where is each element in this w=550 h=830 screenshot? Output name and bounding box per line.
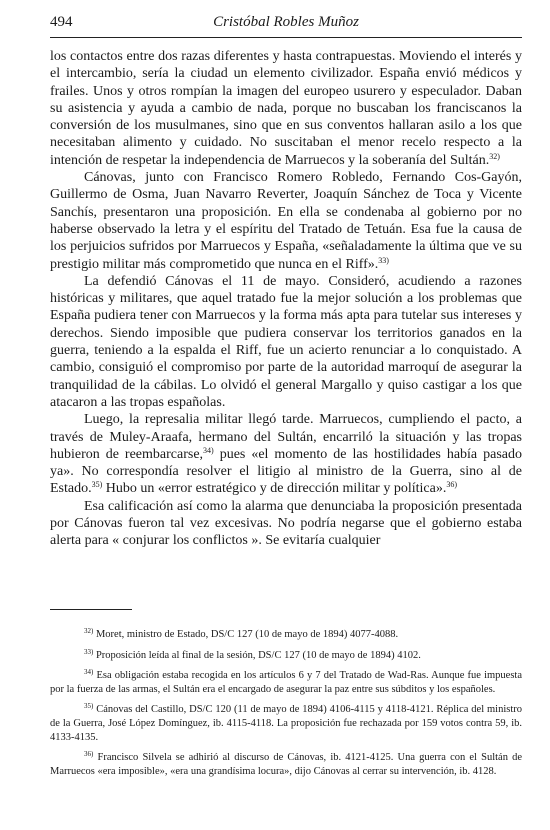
- note-ref-36: 36): [446, 480, 458, 490]
- footnote-35: [50, 703, 522, 744]
- paragraph-1: [50, 48, 522, 169]
- paragraph-4: [50, 411, 522, 497]
- note-ref-34: 34): [203, 445, 214, 455]
- paragraph-5: [50, 498, 522, 550]
- footnote-text: Moret, ministro de Estado, DS/C 127 (10 de mayo de 1894) 4077-4088.: [93, 629, 399, 640]
- footnote-36: [50, 751, 522, 778]
- note-ref-32: 32): [489, 151, 500, 161]
- note-ref-33: 33): [378, 255, 389, 265]
- footnote-text: Esa obligación estaba recogida en los artículos 6 y 7 del Tratado de Wad-Ras. Aunque fue impuesta por la fuerza de las armas, el Sultán era el encargado de asegurar la paz entre sus súbditos y los españoles.: [50, 670, 522, 695]
- running-head: Cristóbal Robles Muñoz: [213, 14, 359, 30]
- note-ref-35: 35): [91, 480, 103, 490]
- footnote-mark: 34): [84, 668, 94, 677]
- footnote-text: Cánovas del Castillo, DS/C 120 (11 de mayo de 1894) 4106-4115 y 4118-4121. Réplica del ministro de la Guerra, José López Domínguez, ib. 4115-4118. La proposición fue rechazada por 159 votos contra 59, ib. 4133-4135.: [50, 704, 522, 743]
- header-rule: [50, 37, 522, 38]
- footnotes: [50, 628, 522, 785]
- paragraph-1-text: los contactos entre dos razas diferentes y hasta contrapuestas. Moviendo el interés y el intercambio, sería la ciudad un elemento civilizador. España envió médicos y frailes. Unos y otros rompían la imagen del europeo usurero y especulador. Daban su asistencia y ayuda a cambio de nada, porque no buscaban los franciscanos la conversión de los musulmanes, sino que en sus conventos hallaran asilo a los que necesitaban alimento y cuidado. No suscitaban el menor recelo respecto a la intención de respetar la independencia de Marruecos y la soberanía del Sultán.: [50, 49, 522, 168]
- paragraph-2-text: Cánovas, junto con Francisco Romero Robledo, Fernando Cos-Gayón, Guillermo de Osma, Juan Navarro Reverter, Joaquín Sánchez de Toca y Vicente Sanchís, presentaron una proposición. En ella se condenaba al gobierno por no haberse observado la letra y el espíritu del Tratado de Tetuán. Esa fue la causa de los perjuicios sufridos por Marruecos y España, «señaladamente la última que ve su prestigio militar más comprometido que nunca en el Riff».: [50, 170, 522, 272]
- paragraph-3: [50, 273, 522, 411]
- body-text: [50, 48, 522, 550]
- footnote-mark: 36): [84, 750, 94, 759]
- paragraph-4-text-b: pues «el momento de las hostilidades había pasado ya». No correspondía resolver el litigio al ministro de la Guerra, sino al de Estado.: [50, 446, 522, 497]
- paragraph-4-text-c: Hubo un «error estratégico y de dirección militar y política».: [102, 481, 447, 497]
- paragraph-4-text-a: Luego, la represalia militar llegó tarde. Marruecos, cumpliendo el pacto, a través de Muley-Araafa, hermano del Sultán, encarriló la situación y las tropas hubieron de reembarcarse,: [50, 412, 522, 462]
- footnote-mark: 35): [84, 702, 94, 711]
- paragraph-2: [50, 169, 522, 273]
- footnote-33: [50, 649, 522, 663]
- paragraph-5-text: Esa calificación así como la alarma que denunciaba la proposición presentada por Cánovas fueron tal vez excesivas. No podría negarse que el gobierno estaba alerta para « conjurar los conflictos ». Se evitaría cualquier: [50, 498, 522, 549]
- footnote-mark: 33): [84, 647, 94, 656]
- footnote-32: [50, 628, 522, 642]
- footnote-rule: [50, 609, 132, 610]
- footnote-text: Francisco Silvela se adhirió al discurso de Cánovas, ib. 4121-4125. Una guerra con el Sultán de Marruecos «era imposible», «era una grandísima locura», dijo Cánovas al cerrar su intervención, ib. 4128.: [50, 752, 522, 777]
- footnote-text: Proposición leída al final de la sesión, DS/C 127 (10 de mayo de 1894) 4102.: [93, 649, 421, 661]
- paragraph-3-text: La defendió Cánovas el 11 de mayo. Consideró, acudiendo a razones históricas y militares, que aquel tratado fue la mejor solución a los problemas que España pudiera tener con Marruecos y la forma más apta para tutelar sus intereses y derechos. Siendo imposible que pudiera conservar los territorios ganados en la guerra, teniendo a la espalda el Riff, fue un acierto renunciar a lo conquistado. A cambio, consiguió el compromiso por parte de la autoridad marroquí de asegurar la tranquilidad de la cábilas. Lo olvidó el general Margallo y quiso castigar a los que atacaron a las tropas españolas.: [50, 273, 522, 410]
- footnote-34: [50, 669, 522, 696]
- page-number: 494: [50, 14, 73, 30]
- footnote-mark: 32): [84, 627, 94, 635]
- page-header: [50, 14, 522, 36]
